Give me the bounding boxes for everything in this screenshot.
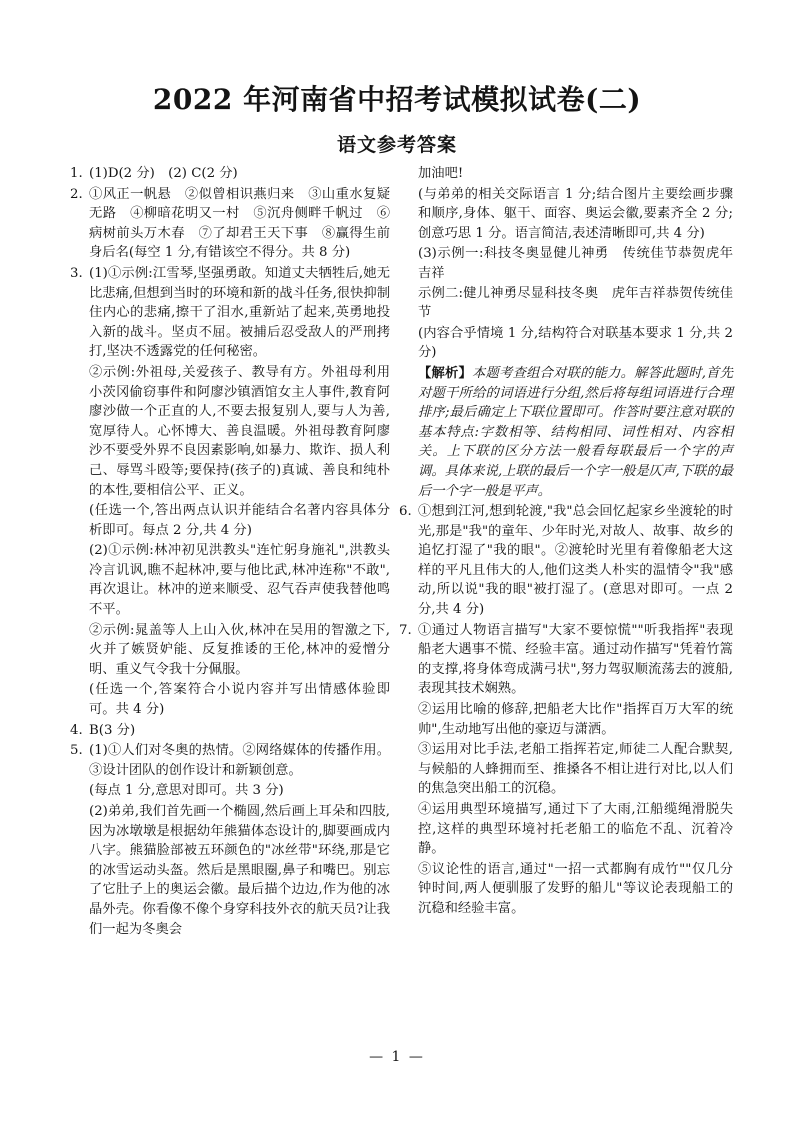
answer-text: ①想到江河,想到轮渡,"我"总会回忆起家乡坐渡轮的时光,那是"我"的童年、少年时光,对故人、故事、故乡的追忆打湿了"我的眼"。②渡轮时光里有着像船老大这样的平凡且伟大的人,他们这类人朴实的温情令"我"感动,所以说"我的眼"被打湿了。(意思对即可。一点 2 分,共 4 分) (418, 504, 733, 618)
scoring-note: (任选一个,答案符合小说内容并写出情感体验即可。共 4 分) (89, 682, 390, 718)
page-title: 2022 年河南省中招考试模拟试卷(二) (152, 83, 642, 116)
page-subtitle: 语文参考答案 (336, 134, 457, 156)
answer-text: (1)①示例:江雪琴,坚强勇敢。知道丈夫牺牲后,她无比悲痛,但想到当时的环境和新的战斗任务,很快抑制住内心的悲痛,擦干了泪水,重新站了起来,英勇地投入新的战斗。坚贞不屈。被捕后忍受敌人的严刑拷打,坚决不透露党的任何秘密。 (89, 265, 390, 360)
question-number: 4. (70, 722, 83, 738)
answer-paragraph: (2)①示例:林冲初见洪教头"连忙躬身施礼",洪教头冷言讥讽,瞧不起林冲,要与他比武,林冲连称"不敢",再次退让。林冲的逆来顺受、忍气吞声使我替他鸣不平。 (89, 543, 390, 618)
question-number: 2. (70, 186, 83, 202)
answer-paragraph: ⑤议论性的语言,通过"一招一式都胸有成竹""仅几分钟时间,两人便驯服了发野的船儿"等议论表现船工的沉稳和经验丰富。 (418, 861, 733, 916)
answer-paragraph: ④运用典型环境描写,通过下了大雨,江船缆绳滑脱失控,这样的典型环境衬托老船工的临危不乱、沉着冷静。 (418, 802, 733, 857)
answer-5 (70, 741, 390, 780)
question-number: 6. (399, 504, 412, 520)
scoring-note: (内容合乎情境 1 分,结构符合对联基本要求 1 分,共 2 分) (418, 325, 733, 361)
answer-paragraph: ③运用对比手法,老船工指挥若定,师徒二人配合默契,与候船的人蜂拥而至、推搡各不相让进行对比,以人们的焦急突出船工的沉稳。 (418, 742, 733, 797)
answer-text: ①通过人物语言描写"大家不要惊慌""听我指挥"表现船老大遇事不慌、经验丰富。通过动作描写"凭着竹篙的支撑,将身体弯成满弓状",努力驾驭顺流荡去的渡船,表现其技术娴熟。 (418, 622, 733, 697)
answer-paragraph: (3)示例一:科技冬奥显健儿神勇 传统佳节恭贺虎年吉祥 (418, 246, 733, 281)
answer-3 (70, 264, 390, 362)
answer-1 (70, 164, 390, 184)
answer-paragraph: ②示例:晁盖等人上山入伙,林冲在吴用的智激之下,火并了嫉贤妒能、反复推诿的王伦,林冲的爱憎分明、重义气令我十分佩服。 (89, 622, 390, 677)
analysis-tag: 【解析】 (418, 365, 473, 381)
answer-paragraph: 示例二:健儿神勇尽显科技冬奥 虎年吉祥恭贺传统佳节 (418, 285, 733, 321)
left-column (70, 164, 390, 939)
answer-text: (1)①人们对冬奥的热情。②网络媒体的传播作用。③设计团队的创作设计和新颖创意。 (89, 743, 390, 778)
scoring-note: (每点 1 分,意思对即可。共 3 分) (89, 783, 284, 799)
question-number: 1. (70, 166, 83, 181)
right-column (399, 164, 733, 919)
question-number: 7. (399, 622, 412, 638)
scoring-note: (任选一个,答出两点认识并能结合名著内容具体分析即可。每点 2 分,共 4 分) (89, 503, 390, 538)
answer-text: (1)D(2 分) (2) C(2 分) (89, 166, 238, 181)
answer-4 (70, 721, 390, 741)
answer-text: B(3 分) (89, 722, 136, 738)
answer-2 (70, 185, 390, 263)
answer-paragraph: ②运用比喻的修辞,把船老大比作"指挥百万大军的统帅",生动地写出他的豪迈与潇洒。 (418, 702, 733, 737)
question-number: 3. (70, 265, 83, 281)
analysis-paragraph (399, 364, 733, 501)
answer-paragraph: ②示例:外祖母,关爱孩子、教导有方。外祖母利用小茨冈偷窃事件和阿廖沙镇酒馆女主人事件,教育阿廖沙做一个正直的人,不要去报复别人,要与人为善,宽厚待人。心怀博大、善良温暖。外祖母教育阿廖沙不要受外界不良因素影响,如暴力、欺诈、损人利己、辱骂斗殴等;要保持(孩子的)真诚、善良和纯朴的本性,要相信公平、正义。 (89, 364, 390, 498)
answer-6 (399, 502, 733, 620)
analysis-text: 本题考查组合对联的能力。解答此题时,首先对题干所给的词语进行分组,然后将每组词语进行合理排序;最后确定上下联位置即可。作答时要注意对联的基本特点:字数相等、结构相同、词性相对、内容相关。上下联的区分方法一般看每联最后一个字的声调。具体来说,上联的最后一个字一般是仄声,下联的最后一个字一般是平声。 (418, 365, 733, 499)
answer-text: ①风正一帆悬 ②似曾相识燕归来 ③山重水复疑无路 ④柳暗花明又一村 ⑤沉舟侧畔千帆过 ⑥病树前头万木春 ⑦了却君王天下事 ⑧赢得生前身后名(每空 1 分,有错该空不得分。共 8 分) (89, 186, 390, 261)
answer-paragraph: (2)弟弟,我们首先画一个椭圆,然后画上耳朵和四肢,因为冰墩墩是根据幼年熊猫体态设计的,脚要画成内八字。熊猫脸部被五环颜色的"冰丝带"环绕,那是它的冰雪运动头盔。然后是黑眼圈,鼻子和嘴巴。别忘了它肚子上的奥运会徽。最后描个边边,作为他的冰晶外壳。你看像不像个身穿科技外衣的航天员?让我们一起为冬奥会 (89, 804, 390, 937)
answer-continuation: 加油吧! (418, 166, 464, 181)
question-number: 5. (70, 743, 83, 759)
answer-7 (399, 621, 733, 699)
page-number: — 1 — (369, 1049, 425, 1065)
scoring-note: (与弟弟的相关交际语言 1 分;结合图片主要绘画步骤和顺序,身体、躯干、面容、奥运会徽,要素齐全 2 分;创意巧思 1 分。语言简洁,表述清晰即可,共 4 分) (418, 186, 733, 241)
